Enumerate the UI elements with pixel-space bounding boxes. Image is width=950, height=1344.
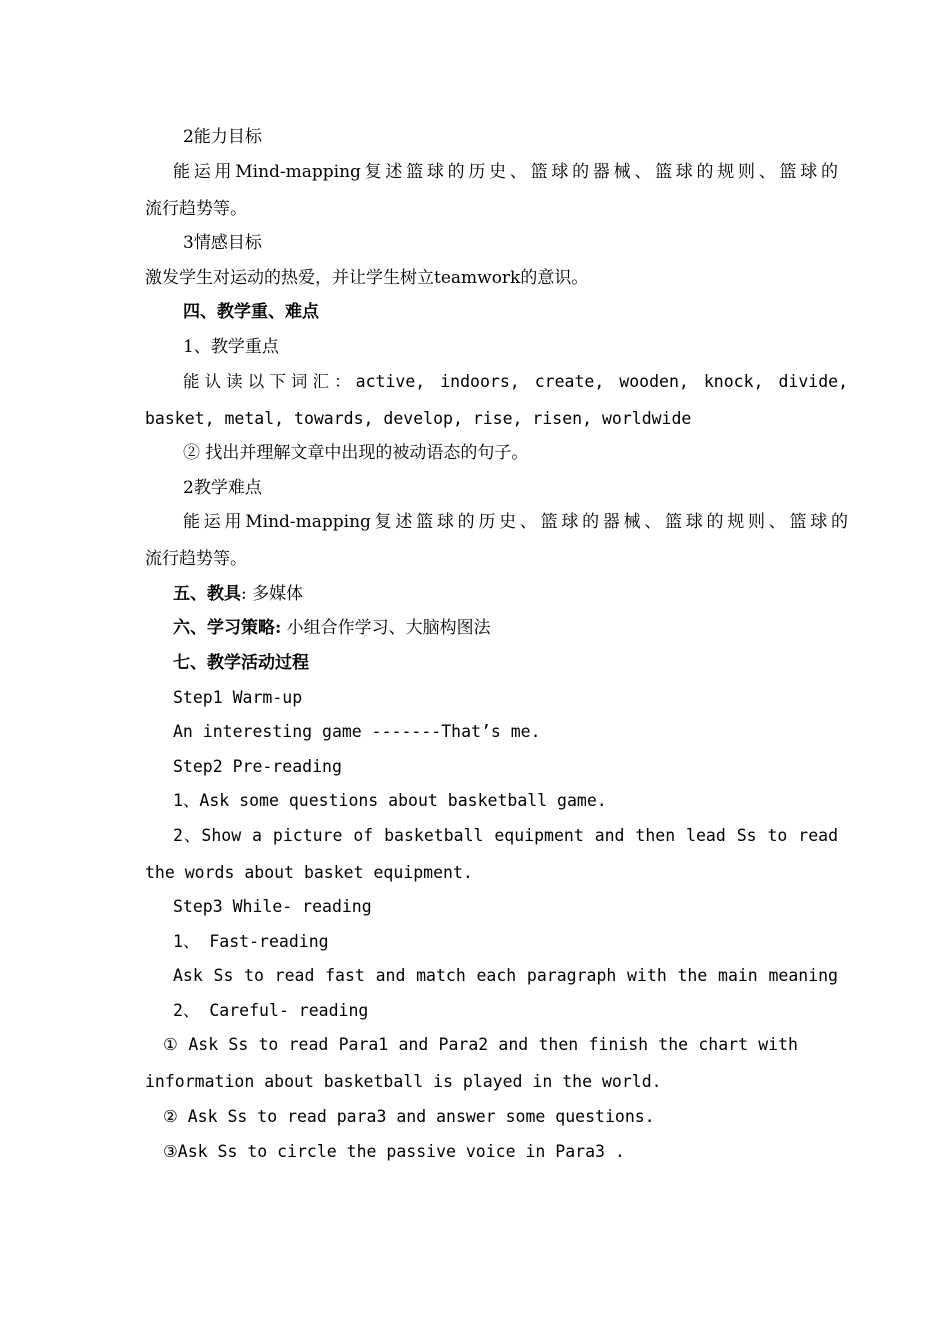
careful-reading-task-2: ② Ask Ss to read para3 and answer some questions.	[163, 1107, 655, 1126]
difficult-points-heading: 2教学难点	[183, 478, 262, 498]
vocabulary-list: 能认读以下词汇：active, indoors, create, wooden, knock, divide,	[183, 372, 848, 391]
vocabulary-list-cont: basket, metal, towards, develop, rise, risen, worldwide	[145, 409, 692, 428]
step2-item-1: 1、Ask some questions about basketball game.	[173, 791, 607, 810]
learning-strategy-label: 六、学习策略:	[173, 618, 282, 638]
careful-reading-heading: 2、 Careful- reading	[173, 1001, 369, 1020]
step3-heading: Step3 While- reading	[173, 897, 372, 916]
careful-reading-task-1-cont: information about basketball is played in the world.	[145, 1072, 662, 1091]
key-points-heading: 1、教学重点	[183, 337, 279, 357]
learning-strategy-value: 小组合作学习、大脑构图法	[281, 618, 491, 638]
learning-strategy-line	[145, 617, 838, 639]
section-seven-heading: 七、教学活动过程	[173, 653, 309, 673]
passive-voice-point: ② 找出并理解文章中出现的被动语态的句子。	[183, 443, 529, 463]
step2-item-2-cont: the words about basket equipment.	[145, 863, 473, 882]
teaching-tools-line	[145, 583, 838, 605]
step2-heading: Step2 Pre-reading	[173, 757, 342, 776]
difficult-points-text: 能运用Mind-mapping复述篮球的历史、篮球的器械、篮球的规则、篮球的	[183, 512, 848, 532]
emotion-goal-heading: 3情感目标	[183, 233, 262, 253]
ability-goal-heading: 2能力目标	[183, 127, 262, 147]
fast-reading-heading: 1、 Fast-reading	[173, 932, 329, 951]
teaching-tools-value: : 多媒体	[241, 584, 304, 604]
careful-reading-task-3: ③Ask Ss to circle the passive voice in Para3 .	[163, 1142, 625, 1161]
emotion-goal-text: 激发学生对运动的热爱，并让学生树立teamwork的意识。	[145, 268, 589, 288]
careful-reading-task-1: ① Ask Ss to read Para1 and Para2 and then finish the chart with	[163, 1035, 798, 1054]
fast-reading-task: Ask Ss to read fast and match each paragraph with the main meaning	[173, 966, 838, 985]
section-four-heading: 四、教学重、难点	[183, 302, 319, 322]
step1-heading: Step1 Warm-up	[173, 688, 303, 707]
ability-goal-text: 能运用Mind-mapping复述篮球的历史、篮球的器械、篮球的规则、篮球的	[173, 162, 838, 182]
difficult-points-text-cont: 流行趋势等。	[145, 549, 247, 569]
step1-activity: An interesting game -------That’s me.	[173, 722, 541, 741]
teaching-tools-label: 五、教具	[173, 584, 241, 604]
step2-item-2: 2、Show a picture of basketball equipment and then lead Ss to read	[173, 826, 838, 845]
ability-goal-text-cont: 流行趋势等。	[145, 199, 247, 219]
